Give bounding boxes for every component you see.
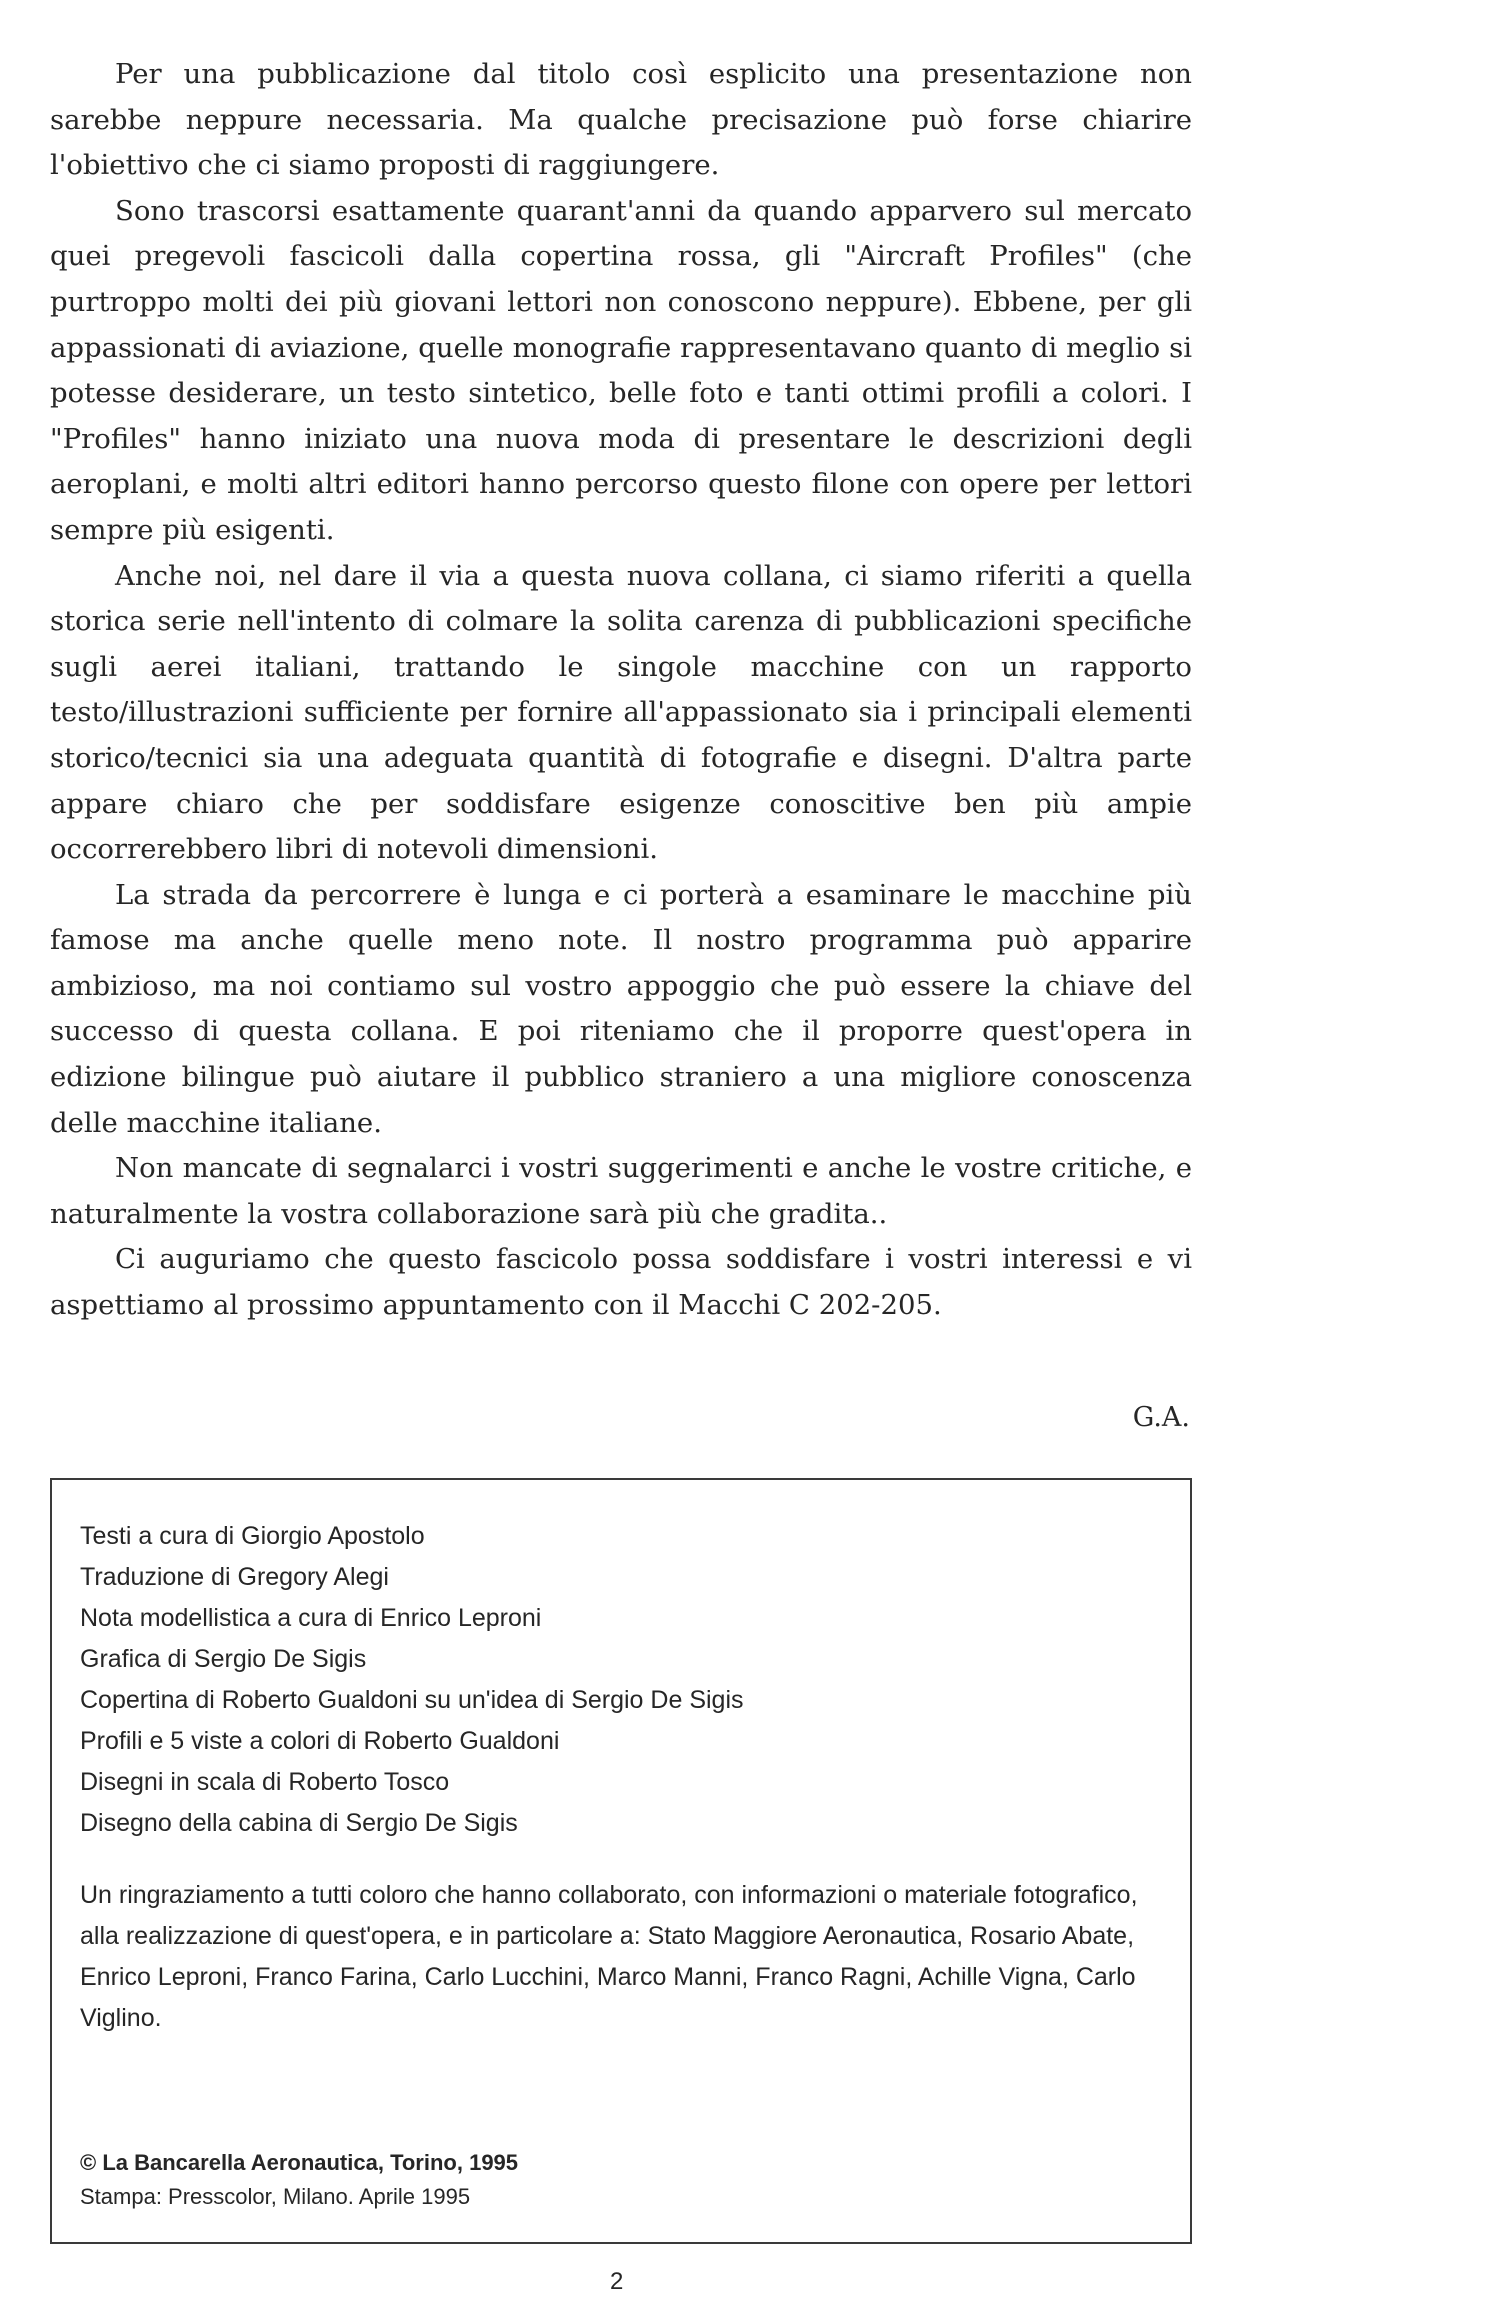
credit-item: Nota modellistica a cura di Enrico Leproni bbox=[80, 1604, 542, 1632]
acknowledgements: Un ringraziamento a tutti coloro che hanno collaborato, con informazioni o materiale fotografico, alla realizzazione di quest'opera, e in particolare a: Stato Maggiore Aeronautica, Rosario Abate, Enrico Leproni, Franco Farina, Carlo Lucchini, Marco Manni, Franco Ragni, Achille Vigna, Carlo Viglino. bbox=[80, 1881, 1138, 2032]
credit-item: Testi a cura di Giorgio Apostolo bbox=[80, 1522, 425, 1550]
page-number: 2 bbox=[610, 2268, 624, 2295]
introduction-text bbox=[50, 52, 1192, 1329]
credit-item: Copertina di Roberto Gualdoni su un'idea di Sergio De Sigis bbox=[80, 1686, 744, 1714]
credit-item: Disegno della cabina di Sergio De Sigis bbox=[80, 1809, 518, 1837]
author-initials: G.A. bbox=[1132, 1402, 1190, 1433]
intro-paragraph: Non mancate di segnalarci i vostri suggerimenti e anche le vostre critiche, e naturalmente la vostra collaborazione sarà più che gradita.. bbox=[50, 1152, 1192, 1230]
intro-paragraph: Ci auguriamo che questo fascicolo possa soddisfare i vostri interessi e vi aspettiamo al prossimo appuntamento con il Macchi C 202-205. bbox=[50, 1243, 1192, 1322]
credit-item: Grafica di Sergio De Sigis bbox=[80, 1645, 367, 1673]
credit-item: Traduzione di Gregory Alegi bbox=[80, 1563, 389, 1591]
intro-paragraph: Per una pubblicazione dal titolo così esplicito una presentazione non sarebbe neppure necessaria. Ma qualche precisazione può forse chiarire l'obiettivo che ci siamo proposti di raggiungere. bbox=[50, 58, 1192, 182]
intro-paragraph: Anche noi, nel dare il via a questa nuova collana, ci siamo riferiti a quella storica serie nell'intento di colmare la solita carenza di pubblicazioni specifiche sugli aerei italiani, trattando le singole macchine con un rapporto testo/illustrazioni sufficiente per fornire all'appassionato sia i principali elementi storico/tecnici sia una adeguata quantità di fotografie e disegni. D'altra parte appare chiaro che per soddisfare esigenze conoscitive ben più ampie occorrerebbero libri di notevoli dimensioni. bbox=[50, 559, 1192, 866]
copyright-notice: © La Bancarella Aeronautica, Torino, 1995 bbox=[80, 2150, 519, 2175]
publication-info bbox=[80, 2146, 518, 2214]
credits-box bbox=[50, 1478, 1192, 2244]
printing-info: Stampa: Presscolor, Milano. Aprile 1995 bbox=[80, 2184, 471, 2209]
intro-paragraph: La strada da percorrere è lunga e ci porterà a esaminare le macchine più famose ma anche quelle meno note. Il nostro programma può apparire ambizioso, ma noi contiamo sul vostro appoggio che può essere la chiave del successo di questa collana. E poi riteniamo che il proporre quest'opera in edizione bilingue può aiutare il pubblico straniero a una migliore conoscenza delle macchine italiane. bbox=[50, 878, 1192, 1139]
credit-item: Profili e 5 viste a colori di Roberto Gualdoni bbox=[80, 1727, 560, 1755]
credit-item: Disegni in scala di Roberto Tosco bbox=[80, 1768, 450, 1796]
credits-list bbox=[80, 1516, 744, 1844]
intro-paragraph: Sono trascorsi esattamente quarant'anni da quando apparvero sul mercato quei pregevoli fascicoli dalla copertina rossa, gli "Aircraft Profiles" (che purtroppo molti dei più giovani lettori non conoscono neppure). Ebbene, per gli appassionati di aviazione, quelle monografie rappresentavano quanto di meglio si potesse desiderare, un testo sintetico, belle foto e tanti ottimi profili a colori. I "Profiles" hanno iniziato una nuova moda di presentare le descrizioni degli aeroplani, e molti altri editori hanno percorso questo filone con opere per lettori sempre più esigenti. bbox=[50, 194, 1192, 546]
